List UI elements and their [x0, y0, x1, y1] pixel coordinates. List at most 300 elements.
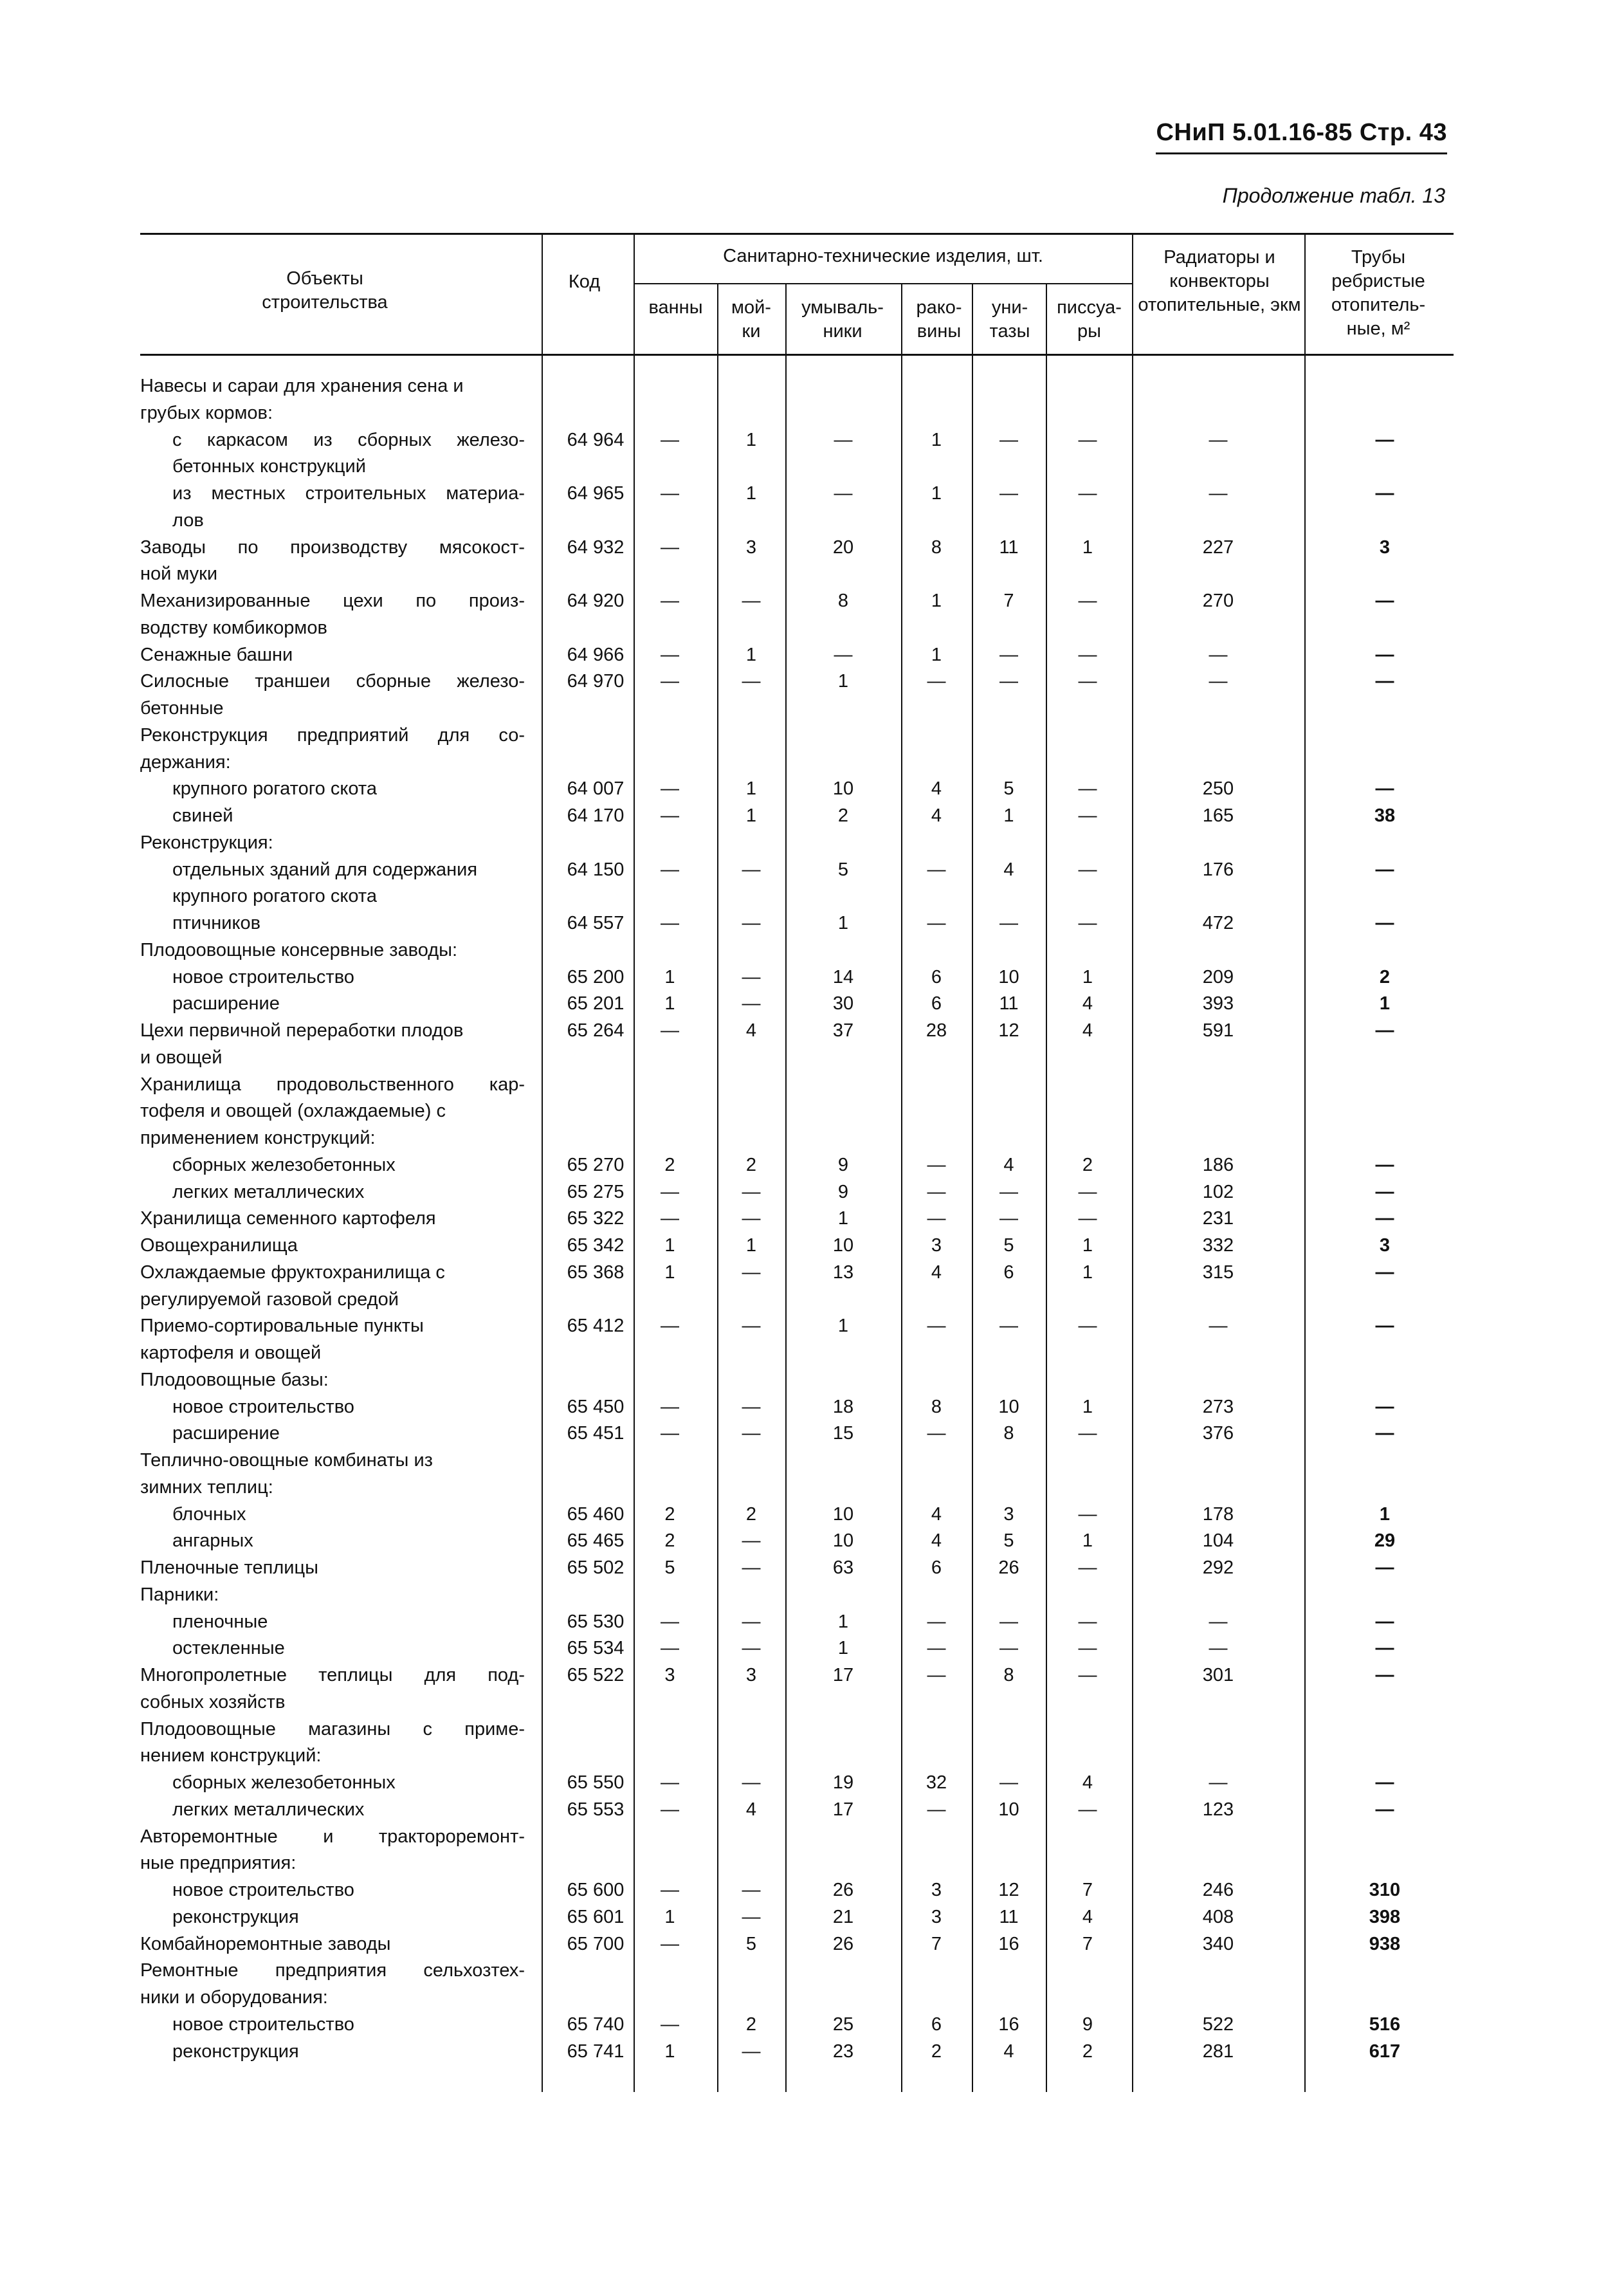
object-name-cell: крупного рогатого скота	[172, 886, 377, 906]
sinks-cell: —	[927, 1611, 946, 1632]
object-name-cell: Цехи первичной переработки плодов	[140, 1020, 464, 1041]
code-cell: 65 460	[567, 1504, 625, 1525]
washers-cell: 1	[745, 778, 757, 799]
col-divider-urinals	[1046, 283, 1047, 355]
sinks-cell: 3	[931, 1880, 942, 1900]
urinals-cell: —	[1078, 1799, 1097, 1820]
washers-cell: —	[742, 1772, 761, 1793]
table-row	[0, 668, 1624, 694]
baths-cell: —	[661, 1611, 679, 1632]
object-name-cell: и овощей	[140, 1047, 223, 1068]
table-row	[0, 508, 1624, 533]
urinals-cell: —	[1078, 645, 1097, 665]
baths-cell: 1	[664, 1907, 675, 1927]
baths-cell: —	[661, 913, 679, 933]
code-cell: 64 557	[567, 913, 625, 933]
object-name-cell: водству комбикормов	[140, 618, 327, 638]
radiators-cell: 250	[1202, 778, 1234, 799]
code-cell: 65 264	[567, 1020, 625, 1041]
object-name-cell: Механизированные цехи по произ-	[140, 591, 525, 611]
table-row	[0, 803, 1624, 829]
washbasins-cell: 21	[832, 1907, 854, 1927]
baths-cell: 2	[664, 1504, 675, 1525]
baths-cell: —	[661, 430, 679, 450]
object-name-cell: пленочные	[172, 1611, 268, 1632]
object-name-cell: Плодоовощные базы:	[140, 1370, 329, 1390]
sinks-cell: 1	[931, 645, 942, 665]
table-row	[0, 964, 1624, 990]
pipes-cell: 310	[1369, 1880, 1401, 1900]
table-row	[0, 1958, 1624, 1983]
header-pipes: Трубы ребристые отопитель- ные, м²	[1331, 247, 1426, 339]
baths-cell: —	[661, 1316, 679, 1336]
urinals-cell: —	[1078, 671, 1097, 692]
washbasins-cell: 17	[832, 1665, 854, 1685]
radiators-cell: 209	[1202, 967, 1234, 987]
urinals-cell: —	[1078, 591, 1097, 611]
table-row	[0, 1125, 1624, 1151]
washbasins-cell: 23	[832, 2041, 854, 2062]
washers-cell: 3	[745, 537, 757, 558]
sinks-cell: 4	[931, 1262, 942, 1283]
urinals-cell: —	[1078, 1182, 1097, 1202]
table-row	[0, 1985, 1624, 2010]
baths-cell: —	[661, 1880, 679, 1900]
sinks-cell: 6	[931, 1557, 942, 1578]
toilets-cell: 16	[998, 1934, 1019, 1954]
radiators-cell: —	[1209, 671, 1228, 692]
pipes-cell: —	[1375, 1397, 1394, 1417]
table-row	[0, 588, 1624, 614]
baths-cell: —	[661, 1423, 679, 1444]
toilets-cell: 12	[998, 1020, 1019, 1041]
table-row	[0, 2039, 1624, 2064]
baths-cell: 1	[664, 2041, 675, 2062]
code-cell: 65 275	[567, 1182, 625, 1202]
urinals-cell: 1	[1082, 1235, 1093, 1256]
object-name-cell: расширение	[172, 993, 280, 1014]
toilets-cell: 4	[1003, 859, 1014, 880]
table-row	[0, 1931, 1624, 1957]
pipes-cell: 617	[1369, 2041, 1401, 2062]
col-divider-code	[542, 233, 543, 355]
washbasins-cell: —	[834, 430, 853, 450]
washbasins-cell: 30	[832, 993, 854, 1014]
pipes-cell: —	[1375, 591, 1394, 611]
toilets-cell: —	[999, 483, 1018, 504]
object-name-cell: ные предприятия:	[140, 1853, 297, 1873]
baths-cell: 1	[664, 1262, 675, 1283]
urinals-cell: 1	[1082, 1530, 1093, 1551]
sinks-cell: —	[927, 1665, 946, 1685]
code-cell: 65 450	[567, 1397, 625, 1417]
code-cell: 65 322	[567, 1208, 625, 1229]
urinals-cell: —	[1078, 1423, 1097, 1444]
baths-cell: 1	[664, 993, 675, 1014]
code-cell: 64 920	[567, 591, 625, 611]
code-cell: 65 465	[567, 1530, 625, 1551]
pipes-cell: 516	[1369, 2014, 1401, 2035]
toilets-cell: 3	[1003, 1504, 1014, 1525]
sinks-cell: 4	[931, 1530, 942, 1551]
table-row	[0, 722, 1624, 748]
table-row	[0, 749, 1624, 775]
object-name-cell: Авторемонтные и тракторoремонт-	[140, 1826, 525, 1847]
washbasins-cell: 26	[832, 1880, 854, 1900]
col-divider-pipes	[1304, 233, 1306, 355]
washbasins-cell: 37	[832, 1020, 854, 1041]
header-washers: мой- ки	[731, 297, 771, 342]
baths-cell: 1	[664, 1235, 675, 1256]
object-name-cell: Охлаждаемые фруктохранилища с	[140, 1262, 445, 1283]
urinals-cell: —	[1078, 1504, 1097, 1525]
sinks-cell: —	[927, 1423, 946, 1444]
sinks-cell: —	[927, 913, 946, 933]
pipes-cell: —	[1375, 913, 1394, 933]
washbasins-cell: 13	[832, 1262, 854, 1283]
radiators-cell: —	[1209, 483, 1228, 504]
table-row	[0, 937, 1624, 963]
object-name-cell: Приемо-сортировальные пункты	[140, 1316, 424, 1336]
washbasins-cell: 10	[832, 1530, 854, 1551]
object-name-cell: Плодоовощные консервные заводы:	[140, 940, 458, 960]
sinks-cell: 7	[931, 1934, 942, 1954]
toilets-cell: 10	[998, 967, 1019, 987]
table-row	[0, 1420, 1624, 1446]
washbasins-cell: 9	[837, 1182, 849, 1202]
object-name-cell: держания:	[140, 752, 231, 773]
code-cell: 65 270	[567, 1155, 625, 1175]
object-name-cell: новое строительство	[172, 967, 354, 987]
washbasins-cell: 1	[837, 671, 849, 692]
object-name-cell: Силосные траншеи сборные железо-	[140, 671, 525, 692]
pipes-cell: —	[1375, 483, 1394, 504]
urinals-cell: 7	[1082, 1880, 1093, 1900]
pipes-cell: —	[1375, 1262, 1394, 1283]
pipes-cell: —	[1375, 645, 1394, 665]
sinks-cell: 4	[931, 778, 942, 799]
urinals-cell: —	[1078, 1611, 1097, 1632]
table-row	[0, 615, 1624, 641]
sinks-cell: —	[927, 1799, 946, 1820]
object-name-cell: отдельных зданий для содержания	[172, 859, 478, 880]
code-cell: 64 150	[567, 859, 625, 880]
pipes-cell: —	[1375, 859, 1394, 880]
pipes-cell: 29	[1374, 1530, 1396, 1551]
washbasins-cell: 15	[832, 1423, 854, 1444]
urinals-cell: 4	[1082, 1772, 1093, 1793]
code-cell: 65 502	[567, 1557, 625, 1578]
table-row	[0, 400, 1624, 426]
baths-cell: —	[661, 483, 679, 504]
object-name-cell: остекленные	[172, 1638, 285, 1658]
toilets-cell: 4	[1003, 1155, 1014, 1175]
table-row	[0, 1904, 1624, 1930]
table-row	[0, 642, 1624, 668]
baths-cell: —	[661, 1799, 679, 1820]
sinks-cell: 1	[931, 430, 942, 450]
table-row	[0, 373, 1624, 399]
toilets-cell: 12	[998, 1880, 1019, 1900]
washers-cell: 1	[745, 1235, 757, 1256]
washers-cell: 1	[745, 805, 757, 826]
col-divider-washbasins	[785, 283, 787, 355]
header-radiators: Радиаторы и конвекторы отопительные, экм	[1138, 247, 1301, 315]
urinals-cell: 4	[1082, 1020, 1093, 1041]
object-name-cell: Хранилища продовольственного кар-	[140, 1074, 525, 1095]
object-name-cell: грубых кормов:	[140, 403, 273, 423]
washbasins-cell: 10	[832, 1504, 854, 1525]
pipes-cell: —	[1375, 1155, 1394, 1175]
object-name-cell: собных хозяйств	[140, 1692, 286, 1712]
object-name-cell: Плодоовощные магазины с приме-	[140, 1719, 525, 1739]
table-row	[0, 830, 1624, 856]
object-name-cell: тофеля и овощей (охлаждаемые) с	[140, 1101, 446, 1121]
urinals-cell: —	[1078, 913, 1097, 933]
object-name-cell: нением конструкций:	[140, 1745, 322, 1766]
washers-cell: 2	[745, 2014, 757, 2035]
table-row	[0, 1877, 1624, 1903]
code-cell: 65 412	[567, 1316, 625, 1336]
toilets-cell: —	[999, 430, 1018, 450]
header-code: Код	[568, 271, 601, 292]
toilets-cell: 5	[1003, 778, 1014, 799]
table-row	[0, 1689, 1624, 1715]
radiators-cell: 102	[1202, 1182, 1234, 1202]
washers-cell: —	[742, 1397, 761, 1417]
baths-cell: —	[661, 1934, 679, 1954]
sinks-cell: 28	[926, 1020, 947, 1041]
code-cell: 65 342	[567, 1235, 625, 1256]
sinks-cell: —	[927, 1638, 946, 1658]
urinals-cell: 1	[1082, 537, 1093, 558]
baths-cell: —	[661, 778, 679, 799]
urinals-cell: —	[1078, 805, 1097, 826]
washbasins-cell: 1	[837, 1638, 849, 1658]
washers-cell: —	[742, 967, 761, 987]
table-row	[0, 1716, 1624, 1742]
washbasins-cell: 19	[832, 1772, 854, 1793]
toilets-cell: —	[999, 671, 1018, 692]
urinals-cell: —	[1078, 1316, 1097, 1336]
object-name-cell: Сенажные башни	[140, 645, 293, 665]
washers-cell: 4	[745, 1020, 757, 1041]
radiators-cell: 186	[1202, 1155, 1234, 1175]
washbasins-cell: 9	[837, 1155, 849, 1175]
table-row	[0, 427, 1624, 453]
object-name-cell: Реконструкция предприятий для со-	[140, 725, 525, 746]
pipes-cell: —	[1375, 1665, 1394, 1685]
baths-cell: —	[661, 1772, 679, 1793]
table-row	[0, 1072, 1624, 1097]
pipes-cell: 2	[1379, 967, 1391, 987]
header-washbasins: умываль- ники	[801, 297, 884, 342]
toilets-cell: 6	[1003, 1262, 1014, 1283]
radiators-cell: 315	[1202, 1262, 1234, 1283]
header-sanitary-group: Санитарно-технические изделия, шт.	[723, 246, 1043, 266]
sinks-cell: 4	[931, 1504, 942, 1525]
table-row	[0, 910, 1624, 936]
code-cell: 64 007	[567, 778, 625, 799]
radiators-cell: 281	[1202, 2041, 1234, 2062]
urinals-cell: —	[1078, 483, 1097, 504]
washbasins-cell: 26	[832, 1934, 854, 1954]
table-row	[0, 1233, 1624, 1258]
toilets-cell: —	[999, 645, 1018, 665]
baths-cell: —	[661, 645, 679, 665]
pipes-cell: —	[1375, 1557, 1394, 1578]
washbasins-cell: 18	[832, 1397, 854, 1417]
washers-cell: —	[742, 1611, 761, 1632]
col-divider-sanitary	[634, 233, 635, 355]
object-name-cell: Комбайноремонтные заводы	[140, 1934, 391, 1954]
code-cell: 65 451	[567, 1423, 625, 1444]
washers-cell: —	[742, 1530, 761, 1551]
table-row	[0, 1179, 1624, 1205]
baths-cell: —	[661, 1638, 679, 1658]
toilets-cell: 10	[998, 1397, 1019, 1417]
table-row	[0, 454, 1624, 479]
washers-cell: —	[742, 1907, 761, 1927]
urinals-cell: 1	[1082, 967, 1093, 987]
object-name-cell: ной муки	[140, 564, 218, 584]
baths-cell: 5	[664, 1557, 675, 1578]
toilets-cell: 5	[1003, 1530, 1014, 1551]
pipes-cell: —	[1375, 1611, 1394, 1632]
header-objects: Объекты строительства	[262, 268, 388, 313]
object-name-cell: блочных	[172, 1504, 246, 1525]
radiators-cell: —	[1209, 645, 1228, 665]
sinks-cell: 32	[926, 1772, 947, 1793]
table-row	[0, 1260, 1624, 1285]
washbasins-cell: 25	[832, 2014, 854, 2035]
baths-cell: 2	[664, 1155, 675, 1175]
baths-cell: —	[661, 671, 679, 692]
sinks-cell: 2	[931, 2041, 942, 2062]
pipes-cell: 938	[1369, 1934, 1401, 1954]
baths-cell: —	[661, 1182, 679, 1202]
urinals-cell: 1	[1082, 1262, 1093, 1283]
code-cell: 65 550	[567, 1772, 625, 1793]
table-row	[0, 1635, 1624, 1661]
col-divider-toilets	[972, 283, 973, 355]
sinks-cell: 1	[931, 483, 942, 504]
radiators-cell: 270	[1202, 591, 1234, 611]
object-name-cell: Реконструкция:	[140, 832, 273, 853]
radiators-cell: 522	[1202, 2014, 1234, 2035]
object-name-cell: новое строительство	[172, 2014, 354, 2035]
washbasins-cell: 1	[837, 1316, 849, 1336]
toilets-cell: —	[999, 1772, 1018, 1793]
urinals-cell: —	[1078, 859, 1097, 880]
object-name-cell: Многопролетные теплицы для под-	[140, 1665, 525, 1685]
pipes-cell: 38	[1374, 805, 1396, 826]
washers-cell: —	[742, 591, 761, 611]
object-name-cell: зимних теплиц:	[140, 1477, 273, 1498]
code-cell: 65 601	[567, 1907, 625, 1927]
table-row	[0, 1287, 1624, 1312]
table-row	[0, 1313, 1624, 1339]
header-sinks: рако- вины	[916, 297, 962, 342]
washers-cell: 3	[745, 1665, 757, 1685]
table-row	[0, 2012, 1624, 2037]
toilets-cell: 1	[1003, 805, 1014, 826]
pipes-cell: 398	[1369, 1907, 1401, 1927]
object-name-cell: птичников	[172, 913, 261, 933]
washers-cell: —	[742, 1182, 761, 1202]
radiators-cell: 273	[1202, 1397, 1234, 1417]
code-cell: 65 530	[567, 1611, 625, 1632]
pipes-cell: 3	[1379, 1235, 1391, 1256]
sinks-cell: 6	[931, 993, 942, 1014]
washbasins-cell: 1	[837, 1208, 849, 1229]
code-cell: 64 966	[567, 645, 625, 665]
pipes-cell: —	[1375, 1208, 1394, 1229]
code-cell: 65 201	[567, 993, 625, 1014]
sinks-cell: —	[927, 1208, 946, 1229]
col-divider-washers	[717, 283, 718, 355]
pipes-cell: —	[1375, 1799, 1394, 1820]
table-row	[0, 1743, 1624, 1768]
radiators-cell: —	[1209, 430, 1228, 450]
toilets-cell: 8	[1003, 1423, 1014, 1444]
code-cell: 65 700	[567, 1934, 625, 1954]
toilets-cell: 10	[998, 1799, 1019, 1820]
washbasins-cell: 2	[837, 805, 849, 826]
object-name-cell: сборных железобетонных	[172, 1155, 396, 1175]
radiators-cell: 376	[1202, 1423, 1234, 1444]
object-name-cell: новое строительство	[172, 1397, 354, 1417]
washers-cell: 4	[745, 1799, 757, 1820]
radiators-cell: 340	[1202, 1934, 1234, 1954]
washbasins-cell: 1	[837, 913, 849, 933]
urinals-cell: 2	[1082, 1155, 1093, 1175]
object-name-cell: Тепличнo-овощные комбинаты из	[140, 1450, 433, 1471]
urinals-cell: 2	[1082, 2041, 1093, 2062]
code-cell: 65 534	[567, 1638, 625, 1658]
code-cell: 65 600	[567, 1880, 625, 1900]
sinks-cell: —	[927, 671, 946, 692]
toilets-cell: 8	[1003, 1665, 1014, 1685]
code-cell: 64 965	[567, 483, 625, 504]
toilets-cell: —	[999, 1638, 1018, 1658]
object-name-cell: легких металлических	[172, 1799, 365, 1820]
pipes-cell: —	[1375, 430, 1394, 450]
table-row	[0, 695, 1624, 721]
table-row	[0, 1206, 1624, 1231]
sinks-cell: 8	[931, 537, 942, 558]
baths-cell: —	[661, 805, 679, 826]
urinals-cell: —	[1078, 1665, 1097, 1685]
pipes-cell: —	[1375, 1638, 1394, 1658]
baths-cell: 2	[664, 1530, 675, 1551]
washers-cell: —	[742, 859, 761, 880]
object-name-cell: реконструкция	[172, 2041, 299, 2062]
object-name-cell: из местных строительных материа-	[172, 483, 525, 504]
table-row	[0, 1152, 1624, 1178]
radiators-cell: —	[1209, 1316, 1228, 1336]
pipes-cell: —	[1375, 671, 1394, 692]
pipes-cell: 3	[1379, 537, 1391, 558]
baths-cell: —	[661, 1020, 679, 1041]
urinals-cell: 9	[1082, 2014, 1093, 2035]
urinals-cell: —	[1078, 430, 1097, 450]
object-name-cell: сборных железобетонных	[172, 1772, 396, 1793]
table-row	[0, 1045, 1624, 1070]
object-name-cell: Парники:	[140, 1584, 219, 1605]
washers-cell: —	[742, 1208, 761, 1229]
code-cell: 65 740	[567, 2014, 625, 2035]
